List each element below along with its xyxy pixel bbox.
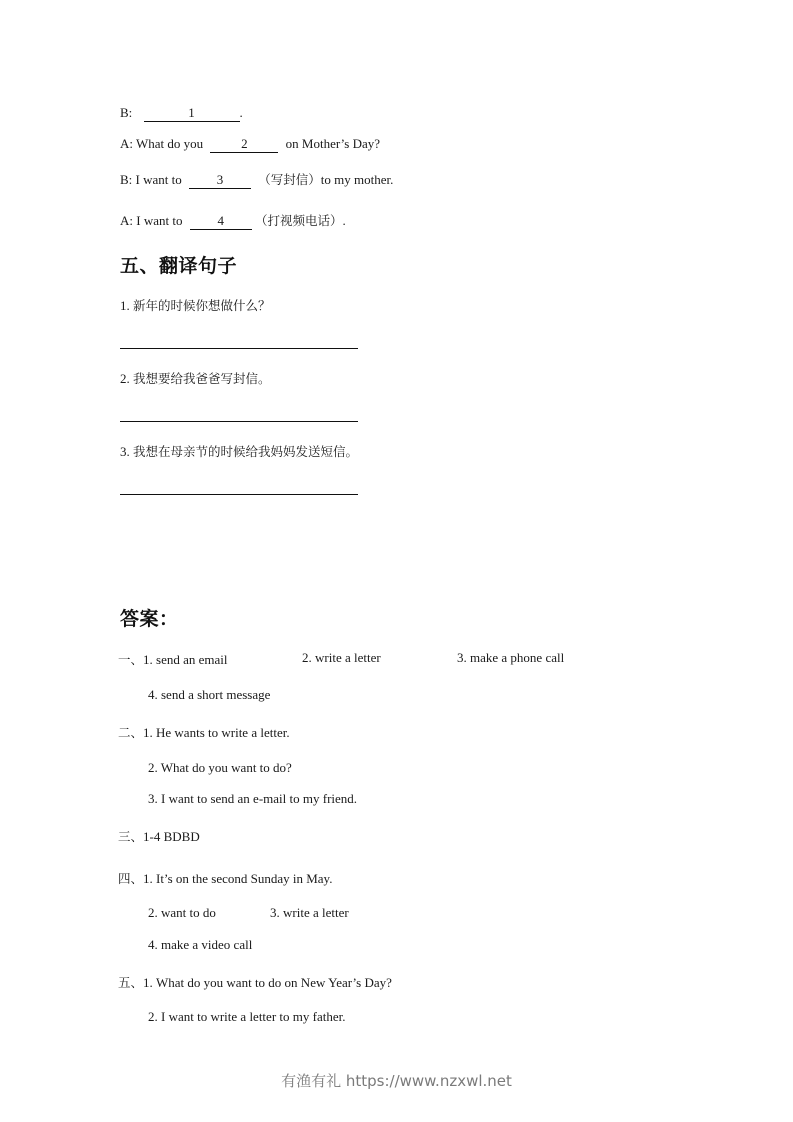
blank-3[interactable]: 3: [189, 173, 251, 189]
question-number: 1.: [120, 298, 130, 313]
answers-title: 答案：: [120, 608, 179, 630]
answer-item: 2. What do you want to do?: [148, 760, 292, 775]
punctuation: .: [342, 213, 346, 228]
part-prefix: 一、: [118, 652, 144, 667]
question-number: 2.: [120, 371, 130, 386]
dialogue-text: B: I want to: [120, 172, 182, 187]
question-text: 我想在母亲节的时候给我妈妈发送短信。: [133, 444, 359, 459]
question-number: 3.: [120, 444, 130, 459]
answer-part-5-row-1: [118, 973, 392, 991]
answer-item: 3. make a phone call: [457, 650, 565, 665]
answer-line-2[interactable]: [120, 421, 358, 422]
blank-2[interactable]: 2: [210, 137, 278, 153]
section-title-translate: 五、翻译句子: [120, 255, 238, 277]
answer-item: 1. What do you want to do on New Year’s Day?: [143, 975, 392, 990]
answer-item: 2. I want to write a letter to my father.: [148, 1009, 346, 1024]
answer-item: 2. write a letter: [302, 650, 381, 665]
chinese-hint: （写封信）: [258, 172, 321, 187]
dialogue-text: on Mother’s Day?: [285, 136, 381, 151]
blank-4[interactable]: 4: [190, 214, 252, 230]
watermark: 有渔有礼 https://www.nzxwl.net: [281, 1072, 512, 1090]
answer-part-3-row-1: [118, 827, 200, 845]
answer-part-2-row-1: [118, 723, 290, 741]
answer-item: 4. send a short message: [148, 687, 271, 702]
chinese-hint: （打视频电话）: [254, 213, 343, 228]
dialogue-line-3: [120, 172, 393, 189]
answer-item: 1. send an email: [143, 652, 228, 667]
part-prefix: 三、: [118, 829, 144, 844]
answer-part-1-row-1: [118, 650, 228, 668]
answer-item: 3. write a letter: [270, 905, 349, 920]
question-3: [120, 442, 358, 460]
part-prefix: 五、: [118, 975, 144, 990]
dialogue-line-2: [120, 136, 380, 153]
dialogue-line-1: [120, 105, 243, 122]
question-2: [120, 369, 271, 387]
part-prefix: 四、: [118, 871, 144, 886]
dialogue-text: A: I want to: [120, 213, 183, 228]
question-text: 新年的时候你想做什么？: [133, 298, 271, 313]
question-text: 我想要给我爸爸写封信。: [133, 371, 271, 386]
answer-part-4-row-1: [118, 869, 332, 887]
dialogue-line-4: [120, 213, 346, 230]
answer-item: 1. He wants to write a letter.: [143, 725, 290, 740]
answer-item: 1. It’s on the second Sunday in May.: [143, 871, 333, 886]
answer-line-3[interactable]: [120, 494, 358, 495]
question-1: [120, 296, 271, 314]
answer-line-1[interactable]: [120, 348, 358, 349]
blank-1[interactable]: 1: [144, 106, 240, 122]
punctuation: .: [239, 105, 243, 120]
answer-item: 1-4 BDBD: [143, 829, 200, 844]
part-prefix: 二、: [118, 725, 144, 740]
speaker-label: B:: [120, 105, 133, 120]
answer-item: 2. want to do: [148, 905, 216, 920]
answer-item: 3. I want to send an e-mail to my friend.: [148, 791, 358, 806]
answer-item: 4. make a video call: [148, 937, 253, 952]
dialogue-text: to my mother.: [320, 172, 394, 187]
dialogue-text: A: What do you: [120, 136, 204, 151]
